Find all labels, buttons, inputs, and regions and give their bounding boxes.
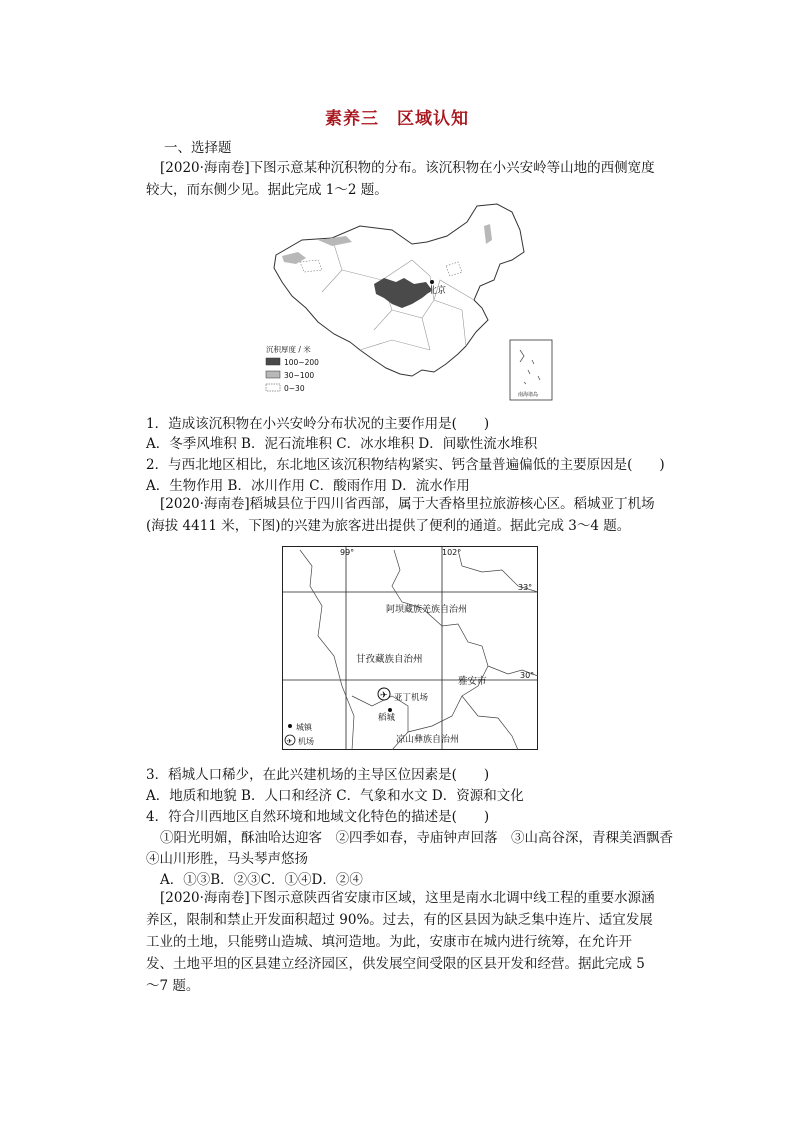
legend-swatch-2 (266, 371, 280, 378)
intro-paragraph-3: [2020·海南卷]下图示意陕西省安康市区域，这里是南水北调中线工程的重要水源涵养区，限制和禁止开发面积超过 90%。过去，有的区县因为缺乏集中连片、适宜发展工业的土地，只能劈山造城、填河造地。为此，安康市在城内进行统筹，在允许开发、土地平坦的区县建立经济园区，供发展空间受限的区县开发和经营。据此完成 5～7 题。 (146, 890, 655, 994)
legend-plane-glyph: ✈ (286, 737, 293, 746)
section-heading: 一、选择题 (164, 140, 232, 156)
china-sediment-map (262, 200, 554, 402)
region-ganzi-label: 甘孜藏族自治州 (356, 654, 423, 665)
inset-label: 南海诸岛 (518, 392, 539, 398)
airport-plane-glyph: ✈ (380, 691, 388, 701)
region-liangshan-label: 凉山彝族自治州 (396, 735, 460, 745)
question-4-stem: 4．符合川西地区自然环境和地域文化特色的描述是( ) (146, 809, 490, 825)
legend-swatch-3 (266, 384, 280, 391)
intro-paragraph-1: [2020·海南卷]下图示意某种沉积物的分布。该沉积物在小兴安岭等山地的西侧宽度较大，而东侧少见。据此完成 1～2 题。 (146, 160, 655, 198)
western-sichuan-map (282, 546, 538, 750)
question-1-stem: 1．造成该沉积物在小兴安岭分布状况的主要作用是( ) (146, 416, 490, 432)
question-4-item-line-2: ④山川形胜，马头琴声悠扬 (146, 851, 308, 867)
sediment-thin-west (300, 260, 322, 272)
title-part1: 素养三 (325, 109, 379, 129)
legend-label-3: 0~30 (284, 384, 305, 393)
question-1-options: A．冬季风堆积 B．泥石流堆积 C．冰水堆积 D．间歇性流水堆积 (146, 436, 538, 452)
legend-swatch-1 (266, 358, 280, 365)
lat-30-label: 30° (520, 671, 535, 680)
lat-33-label: 33° (518, 583, 533, 592)
question-3-stem: 3．稻城人口稀少，在此兴建机场的主导区位因素是( ) (146, 767, 490, 783)
question-4-item-line-1: ①阳光明媚，酥油哈达迎客 ②四季如春，寺庙钟声回落 ③山高谷深，青稞美酒飘香 (160, 830, 673, 846)
legend-airport-label: 机场 (298, 737, 314, 746)
beijing-label: 北京 (428, 286, 447, 296)
legend-town-dot (288, 724, 292, 728)
south-china-sea-inset (510, 340, 552, 400)
daocheng-label: 稻城 (378, 713, 396, 723)
question-2-options: A．生物作用 B．冰川作用 C．酸雨作用 D．流水作用 (146, 478, 470, 494)
legend-town-label: 城镇 (296, 723, 312, 732)
legend-title: 沉积厚度 / 米 (266, 345, 311, 354)
question-4-options: A．①③B．②③C．①④D．②④ (160, 872, 363, 888)
beijing-marker (430, 280, 434, 284)
lon-102-label: 102° (442, 548, 462, 557)
airport-label: 亚丁机场 (394, 693, 429, 703)
page-title (0, 104, 794, 129)
daocheng-marker (388, 708, 392, 712)
region-aba-label: 阿坝藏族羌族自治州 (386, 605, 468, 615)
legend-label-2: 30~100 (284, 371, 315, 380)
legend-label-1: 100~200 (284, 358, 319, 367)
question-2-stem: 2．与西北地区相比，东北地区该沉积物结构紧实、钙含量普遍偏低的主要原因是( ) (146, 457, 665, 473)
title-part2: 区域认知 (397, 109, 469, 129)
intro-paragraph-2: [2020·海南卷]稻城县位于四川省西部，属于大香格里拉旅游核心区。稻城亚丁机场(海拔 4411 米，下图)的兴建为旅客进出提供了便利的通道。据此完成 3～4 题。 (146, 496, 655, 534)
question-3-options: A．地质和地貌 B．人口和经济 C．气象和水文 D．资源和文化 (146, 788, 524, 804)
lon-99-label: 99° (340, 548, 355, 557)
yaan-label: 雅安市 (458, 676, 487, 687)
